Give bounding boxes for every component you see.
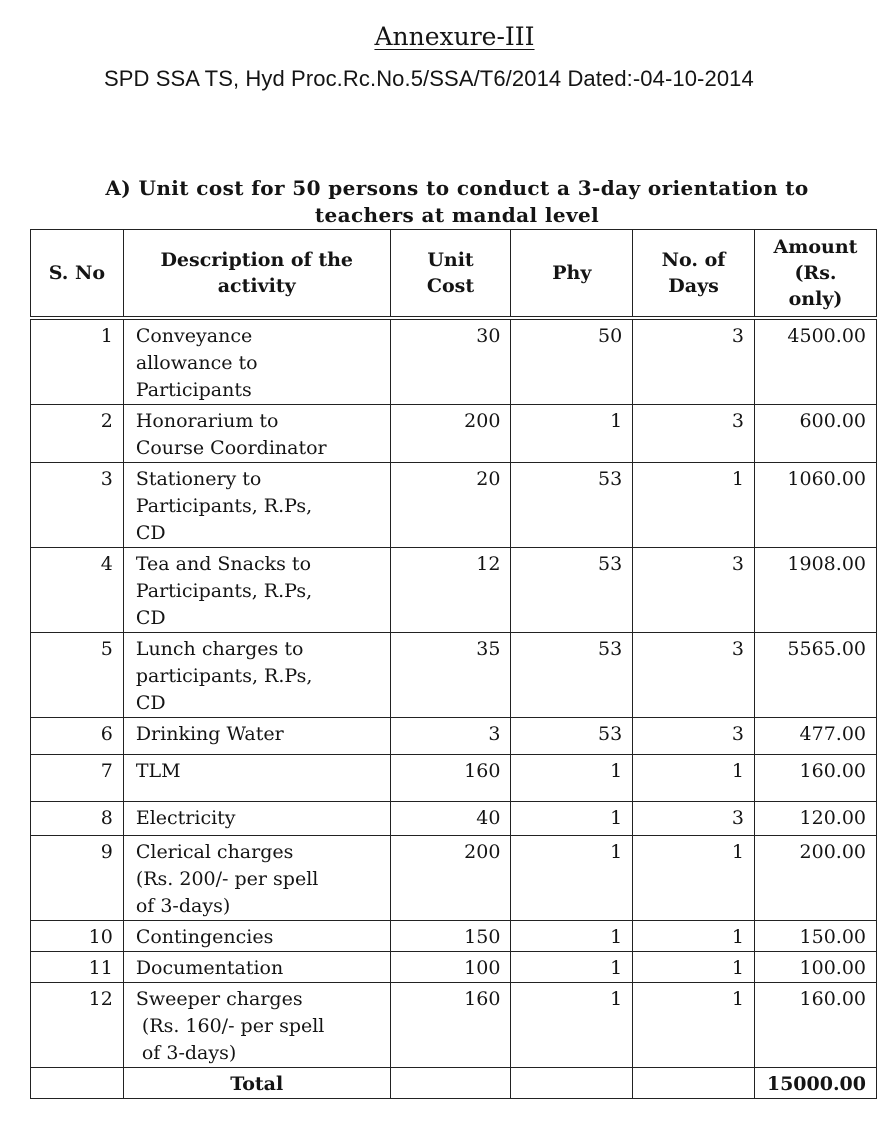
cell-unit-cost: 200: [390, 836, 511, 921]
cell-phy: 1: [511, 921, 633, 952]
table-row: [31, 405, 877, 463]
description-line: Participants: [135, 379, 252, 401]
description-line: Conveyance: [135, 325, 253, 347]
table-row: [31, 802, 877, 836]
unit-cost-table: [30, 229, 877, 1099]
cell-sno: 3: [31, 463, 124, 548]
description-line: CD: [135, 522, 166, 544]
table-row: [31, 463, 877, 548]
cell-sno: 4: [31, 548, 124, 633]
cell-days: 3: [633, 548, 755, 633]
cell-days: 3: [633, 405, 755, 463]
cell-unit-cost: 12: [390, 548, 511, 633]
cell-sno: 2: [31, 405, 124, 463]
cell-days: 3: [633, 318, 755, 405]
cell-phy: 50: [511, 318, 633, 405]
table-row: [31, 952, 877, 983]
cell-phy: 1: [511, 755, 633, 802]
cell-sno: 5: [31, 633, 124, 718]
table-row: [31, 548, 877, 633]
total-cell-blank: [633, 1068, 755, 1099]
cell-days: 1: [633, 983, 755, 1068]
table-row: [31, 983, 877, 1068]
cell-unit-cost: 20: [390, 463, 511, 548]
cell-phy: 1: [511, 802, 633, 836]
cell-phy: 1: [511, 836, 633, 921]
cell-days: 3: [633, 802, 755, 836]
cell-days: 1: [633, 952, 755, 983]
col-header-phy: Phy: [511, 230, 633, 319]
cell-phy: 53: [511, 463, 633, 548]
description-line: Clerical charges: [135, 841, 294, 863]
cell-days: 3: [633, 718, 755, 755]
cell-unit-cost: 100: [390, 952, 511, 983]
description-line: CD: [135, 607, 166, 629]
cell-days: 1: [633, 463, 755, 548]
col-header-sno: S. No: [31, 230, 124, 319]
description-line: TLM: [135, 760, 181, 782]
cell-amount: 120.00: [754, 802, 876, 836]
cell-description: [123, 548, 390, 633]
description-line: Course Coordinator: [135, 437, 327, 459]
cell-amount: 4500.00: [754, 318, 876, 405]
cell-amount: 600.00: [754, 405, 876, 463]
cell-description: [123, 405, 390, 463]
description-line: Lunch charges to: [135, 638, 304, 660]
description-line: Documentation: [135, 957, 284, 979]
cell-amount: 1060.00: [754, 463, 876, 548]
cell-unit-cost: 3: [390, 718, 511, 755]
cell-unit-cost: 200: [390, 405, 511, 463]
description-line: Electricity: [135, 807, 236, 829]
description-line: Contingencies: [135, 926, 274, 948]
cell-amount: 5565.00: [754, 633, 876, 718]
cell-unit-cost: 40: [390, 802, 511, 836]
table-row: [31, 633, 877, 718]
description-line: Drinking Water: [135, 723, 284, 745]
cell-phy: 1: [511, 983, 633, 1068]
cell-description: [123, 921, 390, 952]
description-line: allowance to: [135, 352, 258, 374]
col-header-amount: Amount (Rs. only): [754, 230, 876, 319]
cell-amount: 200.00: [754, 836, 876, 921]
cell-description: [123, 983, 390, 1068]
total-label: Total: [123, 1068, 390, 1099]
cell-days: 1: [633, 755, 755, 802]
cell-description: [123, 318, 390, 405]
col-header-days: No. of Days: [633, 230, 755, 319]
table-header: [31, 230, 877, 319]
table-row: [31, 836, 877, 921]
cell-days: 3: [633, 633, 755, 718]
cell-description: [123, 952, 390, 983]
description-line: participants, R.Ps,: [135, 665, 313, 687]
cell-description: [123, 755, 390, 802]
proceedings-reference: SPD SSA TS, Hyd Proc.Rc.No.5/SSA/T6/2014 Dated:-04-10-2014: [104, 66, 754, 91]
table-row: [31, 718, 877, 755]
cell-description: [123, 633, 390, 718]
cell-days: 1: [633, 921, 755, 952]
cell-sno: 12: [31, 983, 124, 1068]
table-caption: A) Unit cost for 50 persons to conduct a 3-day orientation to teachers at mandal level: [105, 176, 809, 227]
description-line: Sweeper charges: [135, 988, 303, 1010]
table-row: [31, 318, 877, 405]
cell-unit-cost: 160: [390, 983, 511, 1068]
description-line: Honorarium to: [135, 410, 279, 432]
total-row: [31, 1068, 877, 1099]
cell-amount: 160.00: [754, 755, 876, 802]
description-line: CD: [135, 692, 166, 714]
cell-unit-cost: 160: [390, 755, 511, 802]
cell-sno: 10: [31, 921, 124, 952]
description-line: Participants, R.Ps,: [135, 495, 313, 517]
table-row: [31, 921, 877, 952]
col-header-description: Description of the activity: [123, 230, 390, 319]
cell-phy: 1: [511, 405, 633, 463]
cell-days: 1: [633, 836, 755, 921]
annexure-title: Annexure-III: [374, 22, 535, 51]
cell-amount: 1908.00: [754, 548, 876, 633]
table-row: [31, 755, 877, 802]
cell-description: [123, 463, 390, 548]
description-line: Tea and Snacks to: [135, 553, 312, 575]
description-line: of 3-days): [135, 1042, 237, 1064]
description-line: Participants, R.Ps,: [135, 580, 313, 602]
cell-description: [123, 836, 390, 921]
table-body: [31, 318, 877, 1068]
cell-amount: 150.00: [754, 921, 876, 952]
total-cell-blank: [511, 1068, 633, 1099]
cell-phy: 53: [511, 718, 633, 755]
cell-unit-cost: 35: [390, 633, 511, 718]
total-cell-blank: [390, 1068, 511, 1099]
cell-unit-cost: 150: [390, 921, 511, 952]
cell-phy: 53: [511, 548, 633, 633]
total-amount: 15000.00: [754, 1068, 876, 1099]
cell-description: [123, 718, 390, 755]
cell-amount: 100.00: [754, 952, 876, 983]
cell-sno: 6: [31, 718, 124, 755]
cell-sno: 8: [31, 802, 124, 836]
cell-sno: 1: [31, 318, 124, 405]
cell-phy: 1: [511, 952, 633, 983]
description-line: Stationery to: [135, 468, 262, 490]
cell-amount: 477.00: [754, 718, 876, 755]
cell-sno: 7: [31, 755, 124, 802]
description-line: (Rs. 200/- per spell: [135, 868, 319, 890]
total-cell-blank: [31, 1068, 124, 1099]
description-line: of 3-days): [135, 895, 231, 917]
col-header-unit-cost: Unit Cost: [390, 230, 511, 319]
cell-sno: 9: [31, 836, 124, 921]
cell-amount: 160.00: [754, 983, 876, 1068]
cell-description: [123, 802, 390, 836]
cell-sno: 11: [31, 952, 124, 983]
cell-unit-cost: 30: [390, 318, 511, 405]
description-line: (Rs. 160/- per spell: [135, 1015, 325, 1037]
cell-phy: 53: [511, 633, 633, 718]
